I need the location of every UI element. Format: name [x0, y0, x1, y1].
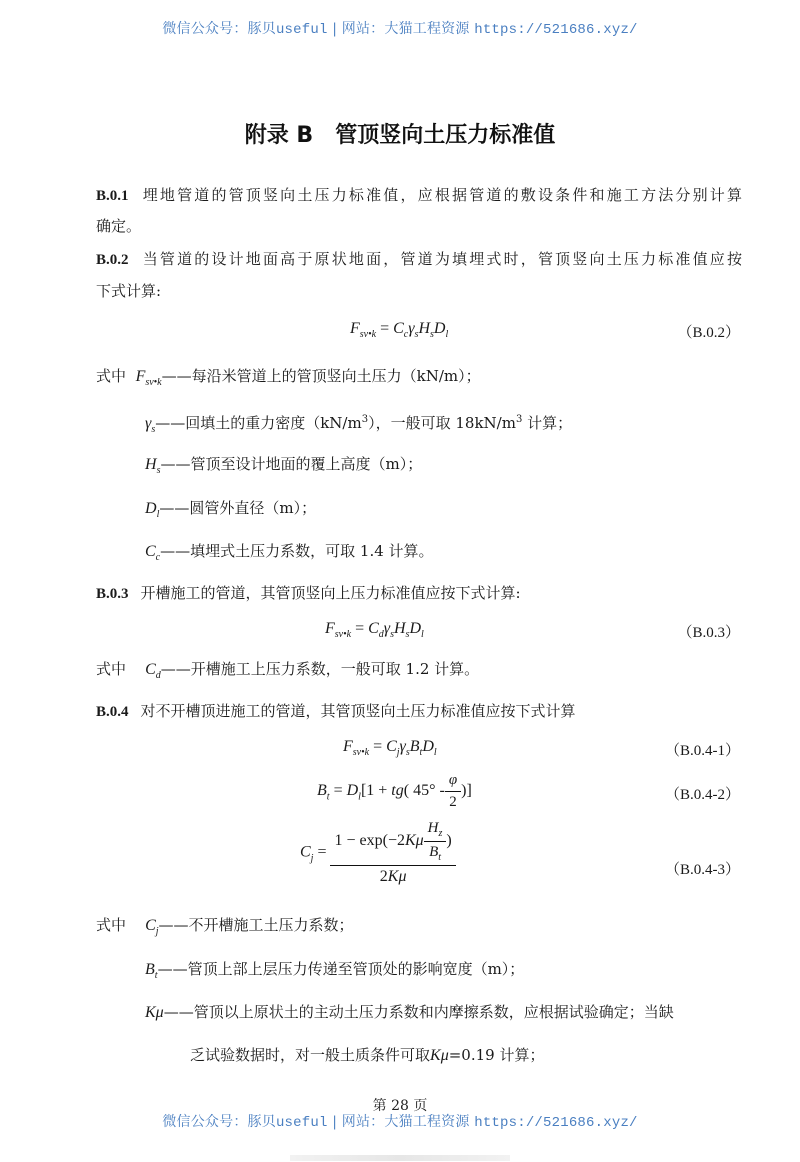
clause-b01-line2: 确定。	[96, 217, 142, 235]
clause-text: 开槽施工的管道，其管顶竖向上压力标准值应按下式计算:	[140, 584, 521, 602]
def-row: $B_t——$管顶上部上层压力传递至管顶处的影响宽度（m）；	[145, 960, 525, 982]
watermark-separator: |	[327, 21, 342, 37]
def-row: 式中 $F_{sv•k}——$每沿米管道上的管顶竖向土压力（kN/m）；	[96, 367, 481, 389]
clause-number: B.0.4	[96, 704, 129, 720]
equation-number: （B.0.4-1）	[664, 743, 740, 759]
def-row: Kμ——管顶以上原状土的主动土压力系数和内摩擦系数，应根据试验确定；当缺	[145, 1003, 674, 1021]
clause-text: 当管道的设计地面高于原状地面，管道为填埋式时，管顶竖向土压力标准值应按	[140, 250, 742, 268]
watermark-url[interactable]: https://521686.xyz/	[474, 22, 638, 38]
watermark-site-label: 网站：大猫工程资源	[341, 21, 475, 37]
clause-b02-line1	[96, 249, 742, 270]
where-label: 式中	[96, 660, 127, 678]
def-row: $C_c——$填埋式土压力系数，可取 1.4 计算。	[145, 542, 434, 564]
faint-artifact	[290, 1155, 510, 1161]
formula-b03: $F_{sv•k} = C_d\gamma_sH_sD_l$	[325, 620, 424, 641]
appendix-title: 管顶竖向土压力标准值	[335, 123, 556, 148]
clause-text: 对不开槽顶进施工的管道，其管顶竖向土压力标准值应按下式计算	[140, 702, 576, 720]
def-row: $D_l——$圆管外直径（m）；	[145, 499, 317, 521]
clause-b03-line1	[96, 583, 521, 604]
page-number: 第 28 页	[372, 1098, 428, 1114]
clause-number: B.0.3	[96, 586, 129, 602]
def-row: 式中 $C_j——$不开槽施工土压力系数；	[96, 916, 354, 938]
clause-b01-line1	[96, 185, 742, 206]
def-row: $\gamma_s——$回填土的重力密度$(kN/m^3)$，一般可取 $18kN/m^3$ 计算；	[145, 414, 573, 436]
where-label: 式中	[96, 916, 127, 934]
watermark-name: useful	[275, 1115, 328, 1131]
watermark-prefix: 微信公众号：豚贝	[162, 1114, 276, 1130]
page-title	[0, 118, 800, 149]
watermark-top	[0, 18, 800, 38]
watermark-separator: |	[327, 1114, 342, 1130]
clause-b04-line1	[96, 701, 576, 722]
equation-number: （B.0.3）	[677, 625, 740, 641]
def-row: $H_s——$管顶至设计地面的覆上高度（m）；	[145, 455, 423, 477]
equation-number: （B.0.4-2）	[664, 787, 740, 803]
clause-number: B.0.2	[96, 252, 129, 268]
appendix-label: 附录 B	[244, 123, 314, 148]
equation-number: （B.0.4-3）	[664, 862, 740, 878]
where-label: 式中	[96, 367, 127, 385]
watermark-bottom	[0, 1111, 800, 1131]
clause-text: 埋地管道的管顶竖向土压力标准值，应根据管道的敷设条件和施工方法分别计算	[140, 186, 742, 204]
watermark-prefix: 微信公众号：豚贝	[162, 21, 276, 37]
formula-b04-1: $F_{sv•k} = C_j\gamma_sB_tD_l$	[343, 738, 437, 759]
formula-b02: $F_{sv•k} = C_c\gamma_sH_sD_l$	[350, 320, 449, 341]
watermark-site-label: 网站：大猫工程资源	[341, 1114, 475, 1130]
formula-b04-3: $C_j$ = 1 − exp(−2Kμ $\frac{H_z}{B_t}$ ) 2Kμ	[300, 820, 456, 886]
def-row-continuation: 乏试验数据时，对一般土质条件可取Kμ=0.19 计算；	[190, 1046, 545, 1064]
clause-number: B.0.1	[96, 188, 129, 204]
watermark-name: useful	[275, 22, 328, 38]
equation-number: （B.0.2）	[677, 325, 740, 341]
def-row: 式中 $C_d——$开槽施工上压力系数，一般可取 1.2 计算。	[96, 660, 480, 682]
formula-b04-2: $B_t = D_l[1 + tg$( 45° - $\frac{\varphi}{2}$ )]	[317, 772, 472, 810]
clause-b02-line2: 下式计算:	[96, 282, 162, 300]
watermark-url[interactable]: https://521686.xyz/	[474, 1115, 638, 1131]
